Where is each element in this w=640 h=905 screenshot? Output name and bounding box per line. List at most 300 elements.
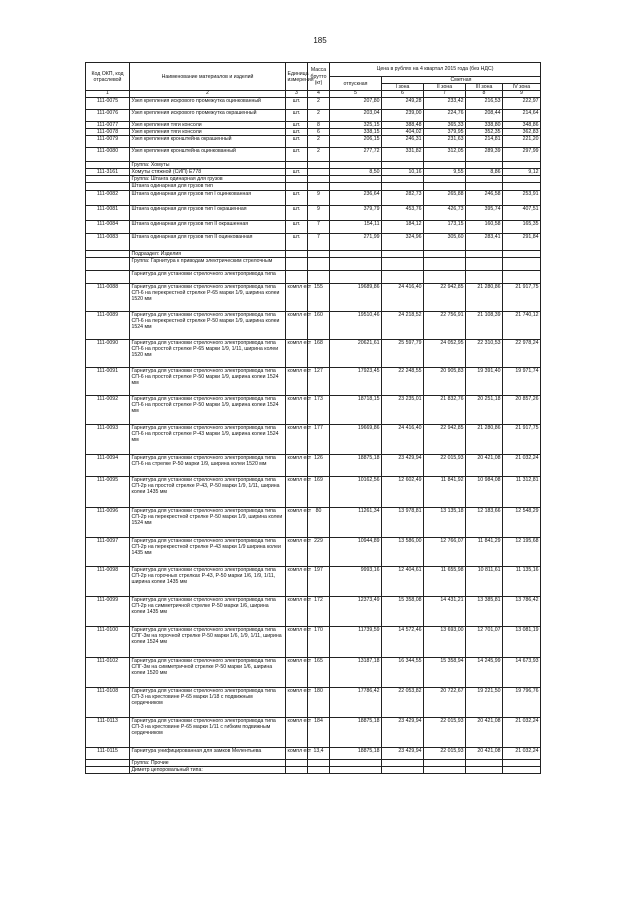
empty-cell xyxy=(382,162,424,169)
item-code: 111-0081 xyxy=(86,205,130,220)
zone-1-price: 388,48 xyxy=(382,121,424,128)
zone-3-price: 20 251,18 xyxy=(466,395,503,424)
release-price: 11261,34 xyxy=(330,507,382,537)
header-unit: Единица измерения xyxy=(286,63,308,91)
table-row xyxy=(86,339,541,367)
item-mass: 2 xyxy=(308,97,330,109)
zone-1-price: 15 358,08 xyxy=(382,596,424,626)
group-name: Гарнитура для установки стрелочного электропривода типа xyxy=(130,270,286,283)
zone-2-price: 9,55 xyxy=(424,169,466,176)
release-price: 207,80 xyxy=(330,97,382,109)
item-code: 111-0090 xyxy=(86,339,130,367)
zone-1-price: 23 235,01 xyxy=(382,395,424,424)
table-row xyxy=(86,220,541,233)
table-row xyxy=(86,626,541,657)
item-name: Гарнитура для установки стрелочного электропривода типа СП-6 на перекрестной стрелке Р-50 марки 1/9, ширина колеи 1524 мм xyxy=(130,311,286,339)
group-name: Группа: Гарнитура к приводам электрическим стрелочным xyxy=(130,257,286,270)
item-unit: шт. xyxy=(286,169,308,176)
zone-1-price: 324,96 xyxy=(382,233,424,250)
item-mass: 8 xyxy=(308,121,330,128)
zone-3-price: 289,39 xyxy=(466,148,503,162)
zone-3-price: 19 221,50 xyxy=(466,687,503,717)
item-mass: 7 xyxy=(308,220,330,233)
item-code: 111-0088 xyxy=(86,283,130,311)
release-price: 236,64 xyxy=(330,190,382,205)
table-row xyxy=(86,109,541,121)
zone-1-price: 13 586,00 xyxy=(382,537,424,566)
item-unit: шт. xyxy=(286,220,308,233)
zone-4-price: 13 081,19 xyxy=(503,626,541,657)
item-mass: 169 xyxy=(308,476,330,507)
group-row xyxy=(86,176,541,183)
table-row xyxy=(86,121,541,128)
page-number: 185 xyxy=(313,36,327,45)
item-code: 111-0095 xyxy=(86,476,130,507)
item-mass: 13,4 xyxy=(308,747,330,759)
empty-cell xyxy=(382,257,424,270)
empty-cell xyxy=(466,766,503,773)
item-mass: 9 xyxy=(308,205,330,220)
zone-3-price: 22 310,53 xyxy=(466,339,503,367)
table-row xyxy=(86,395,541,424)
item-name: Гарнитура для установки стрелочного электропривода типа СП-6 на простой стрелке Р-50 марки 1/9, ширина колеи 1524 мм xyxy=(130,367,286,395)
empty-cell xyxy=(286,766,308,773)
item-mass: 80 xyxy=(308,507,330,537)
item-name: Гарнитура для установки стрелочного электропривода типа СП-2р на перекрестной стрелке Р-43 марки 1/9 ширина колеи 1435 мм xyxy=(130,537,286,566)
item-name: Гарнитура для установки стрелочного электропривода типа СП-6 на простой стрелке Р-65 марки 1/9, 1/11, ширина колеи 1520 мм xyxy=(130,339,286,367)
release-price: 20621,61 xyxy=(330,339,382,367)
empty-cell xyxy=(86,250,130,257)
empty-cell xyxy=(382,766,424,773)
empty-cell xyxy=(503,183,541,190)
zone-2-price: 231,63 xyxy=(424,136,466,148)
zone-4-price: 19 796,76 xyxy=(503,687,541,717)
header-zone-1: I зона xyxy=(382,84,424,91)
zone-3-price: 352,35 xyxy=(466,129,503,136)
empty-cell xyxy=(424,162,466,169)
item-code: 111-0113 xyxy=(86,717,130,747)
empty-cell xyxy=(503,162,541,169)
zone-1-price: 10,16 xyxy=(382,169,424,176)
item-unit: компл ект xyxy=(286,537,308,566)
zone-2-price: 365,33 xyxy=(424,121,466,128)
zone-3-price: 160,58 xyxy=(466,220,503,233)
item-unit: компл ект xyxy=(286,596,308,626)
column-number: 1 xyxy=(86,91,130,98)
item-mass: 2 xyxy=(308,148,330,162)
release-price: 154,11 xyxy=(330,220,382,233)
item-code: 111-0079 xyxy=(86,136,130,148)
zone-1-price: 453,76 xyxy=(382,205,424,220)
empty-cell xyxy=(308,257,330,270)
zone-2-price: 22 942,85 xyxy=(424,283,466,311)
price-table xyxy=(85,62,541,774)
zone-1-price: 24 416,40 xyxy=(382,283,424,311)
group-name: Диметр цепоровальный типа: xyxy=(130,766,286,773)
empty-cell xyxy=(286,176,308,183)
column-number: 7 xyxy=(424,91,466,98)
empty-cell xyxy=(86,162,130,169)
item-code: 111-0077 xyxy=(86,121,130,128)
empty-cell xyxy=(286,759,308,766)
item-unit: компл ект xyxy=(286,283,308,311)
table-row xyxy=(86,424,541,454)
empty-cell xyxy=(308,270,330,283)
item-unit: шт. xyxy=(286,129,308,136)
zone-1-price: 239,00 xyxy=(382,109,424,121)
item-code: 111-0108 xyxy=(86,687,130,717)
zone-3-price: 8,86 xyxy=(466,169,503,176)
zone-1-price: 282,73 xyxy=(382,190,424,205)
zone-1-price: 23 429,94 xyxy=(382,454,424,476)
zone-1-price: 22 248,55 xyxy=(382,367,424,395)
release-price: 203,04 xyxy=(330,109,382,121)
zone-3-price: 20 421,08 xyxy=(466,717,503,747)
empty-cell xyxy=(503,250,541,257)
item-unit: компл ект xyxy=(286,747,308,759)
empty-cell xyxy=(424,183,466,190)
zone-1-price: 22 053,82 xyxy=(382,687,424,717)
item-mass: 9 xyxy=(308,190,330,205)
release-price: 10162,56 xyxy=(330,476,382,507)
table-row xyxy=(86,657,541,687)
item-unit: компл ект xyxy=(286,566,308,596)
item-mass: 197 xyxy=(308,566,330,596)
item-code: 111-0094 xyxy=(86,454,130,476)
empty-cell xyxy=(86,257,130,270)
item-unit: шт. xyxy=(286,190,308,205)
zone-2-price: 173,15 xyxy=(424,220,466,233)
empty-cell xyxy=(503,176,541,183)
release-price: 19510,46 xyxy=(330,311,382,339)
zone-3-price: 21 108,39 xyxy=(466,311,503,339)
table-row xyxy=(86,596,541,626)
column-number: 8 xyxy=(466,91,503,98)
table-row xyxy=(86,537,541,566)
item-code: 111-0102 xyxy=(86,657,130,687)
item-mass: 127 xyxy=(308,367,330,395)
item-mass: 126 xyxy=(308,454,330,476)
zone-4-price: 362,83 xyxy=(503,129,541,136)
zone-3-price: 338,80 xyxy=(466,121,503,128)
item-mass: 173 xyxy=(308,395,330,424)
zone-3-price: 14 245,99 xyxy=(466,657,503,687)
zone-2-price: 12 766,07 xyxy=(424,537,466,566)
zone-4-price: 21 032,24 xyxy=(503,454,541,476)
empty-cell xyxy=(424,257,466,270)
empty-cell xyxy=(424,250,466,257)
item-unit: шт. xyxy=(286,136,308,148)
item-mass: 6 xyxy=(308,129,330,136)
zone-2-price: 13 135,18 xyxy=(424,507,466,537)
item-name: Гарнитура для установки стрелочного электропривода типа СП-6 на простой стрелке Р-50 марки 1/9, ширина колеи 1524 мм xyxy=(130,395,286,424)
item-unit: шт. xyxy=(286,205,308,220)
empty-cell xyxy=(424,766,466,773)
item-name: Гарнитура для установки стрелочного электропривода типа СП-6 на стрелке Р-50 марки 1/9, ширина колеи 1520 мм xyxy=(130,454,286,476)
header-code: Код ОКП, код отраслевой xyxy=(86,63,130,91)
item-unit: компл ект xyxy=(286,626,308,657)
item-code: 111-0076 xyxy=(86,109,130,121)
zone-4-price: 14 673,93 xyxy=(503,657,541,687)
empty-cell xyxy=(86,270,130,283)
zone-1-price: 25 597,79 xyxy=(382,339,424,367)
zone-1-price: 246,31 xyxy=(382,136,424,148)
group-row xyxy=(86,250,541,257)
group-name: Группа: Прочие xyxy=(130,759,286,766)
empty-cell xyxy=(382,176,424,183)
zone-4-price: 222,97 xyxy=(503,97,541,109)
table-body xyxy=(86,97,541,773)
item-code: 111-0098 xyxy=(86,566,130,596)
group-name: Группа: Хомуты xyxy=(130,162,286,169)
release-price: 9993,16 xyxy=(330,566,382,596)
item-mass xyxy=(308,169,330,176)
zone-4-price: 21 740,12 xyxy=(503,311,541,339)
column-number: 3 xyxy=(286,91,308,98)
zone-3-price: 20 421,08 xyxy=(466,454,503,476)
release-price: 17923,45 xyxy=(330,367,382,395)
item-mass: 2 xyxy=(308,109,330,121)
zone-2-price: 233,42 xyxy=(424,97,466,109)
group-name: Подраздел: Изделия xyxy=(130,250,286,257)
release-price: 19689,86 xyxy=(330,283,382,311)
zone-1-price: 23 429,94 xyxy=(382,717,424,747)
empty-cell xyxy=(330,183,382,190)
empty-cell xyxy=(330,162,382,169)
release-price: 10944,89 xyxy=(330,537,382,566)
item-mass: 165 xyxy=(308,657,330,687)
table-row xyxy=(86,747,541,759)
item-code: 111-0115 xyxy=(86,747,130,759)
table-row xyxy=(86,233,541,250)
empty-cell xyxy=(503,257,541,270)
zone-1-price: 12 404,61 xyxy=(382,566,424,596)
empty-cell xyxy=(382,250,424,257)
zone-1-price: 24 416,40 xyxy=(382,424,424,454)
empty-cell xyxy=(330,270,382,283)
empty-cell xyxy=(503,270,541,283)
item-name: Узел крепления тяги консоли xyxy=(130,129,286,136)
group-row xyxy=(86,270,541,283)
release-price: 13187,18 xyxy=(330,657,382,687)
item-unit: компл ект xyxy=(286,507,308,537)
zone-3-price: 21 280,86 xyxy=(466,424,503,454)
item-name: Узел крепления кронштейна оцинкованный xyxy=(130,148,286,162)
item-mass: 184 xyxy=(308,717,330,747)
empty-cell xyxy=(308,766,330,773)
item-name: Узел крепления тяги консоли xyxy=(130,121,286,128)
empty-cell xyxy=(330,250,382,257)
item-mass: 177 xyxy=(308,424,330,454)
zone-2-price: 15 358,94 xyxy=(424,657,466,687)
item-unit: компл ект xyxy=(286,339,308,367)
empty-cell xyxy=(382,183,424,190)
release-price: 379,79 xyxy=(330,205,382,220)
column-number-row xyxy=(86,91,541,98)
item-name: Гарнитура для установки стрелочного электропривода типа СП-2р на перекрестной стрелке Р-50 марки 1/9, ширина колеи 1524 мм xyxy=(130,507,286,537)
release-price: 19669,86 xyxy=(330,424,382,454)
zone-2-price: 305,60 xyxy=(424,233,466,250)
zone-3-price: 21 280,86 xyxy=(466,283,503,311)
item-name: Гарнитура для установки стрелочного электропривода типа СПГ-3м на горочной стрелке Р-50 марки 1/6, 1/9, 1/11, ширина колеи 1524 мм xyxy=(130,626,286,657)
item-name: Штанга одинарная для грузов тип II оцинкованная xyxy=(130,233,286,250)
table-row xyxy=(86,169,541,176)
item-code: 111-0096 xyxy=(86,507,130,537)
table-row xyxy=(86,311,541,339)
empty-cell xyxy=(308,176,330,183)
item-code: 111-0091 xyxy=(86,367,130,395)
header-name: Наименование материалов и изделий xyxy=(130,63,286,91)
zone-3-price: 216,53 xyxy=(466,97,503,109)
zone-4-price: 407,51 xyxy=(503,205,541,220)
release-price: 338,15 xyxy=(330,129,382,136)
zone-4-price: 21 917,75 xyxy=(503,283,541,311)
release-price: 12373,49 xyxy=(330,596,382,626)
item-name: Гарнитура для установки стрелочного электропривода типа СП-3 на крестовине Р-65 марки 1/18 с подвижным сердечником xyxy=(130,687,286,717)
empty-cell xyxy=(308,183,330,190)
zone-3-price: 208,44 xyxy=(466,109,503,121)
release-price: 325,15 xyxy=(330,121,382,128)
item-name: Узел крепления искрового промежутка оцинкованный xyxy=(130,97,286,109)
item-code: 111-3161 xyxy=(86,169,130,176)
group-row xyxy=(86,162,541,169)
empty-cell xyxy=(86,766,130,773)
zone-4-price: 12 548,29 xyxy=(503,507,541,537)
zone-4-price: 21 032,24 xyxy=(503,717,541,747)
zone-4-price: 11 135,16 xyxy=(503,566,541,596)
table-row xyxy=(86,507,541,537)
item-code: 111-0099 xyxy=(86,596,130,626)
zone-1-price: 331,82 xyxy=(382,148,424,162)
empty-cell xyxy=(424,759,466,766)
release-price: 277,72 xyxy=(330,148,382,162)
zone-3-price: 11 841,29 xyxy=(466,537,503,566)
item-name: Узел крепления искрового промежутка окрашенный xyxy=(130,109,286,121)
zone-2-price: 22 942,85 xyxy=(424,424,466,454)
table-row xyxy=(86,283,541,311)
group-row xyxy=(86,759,541,766)
item-name: Узел крепления кронштейна окрашенный xyxy=(130,136,286,148)
item-unit: шт. xyxy=(286,97,308,109)
header-zone-3: III зона xyxy=(466,84,503,91)
zone-4-price: 9,12 xyxy=(503,169,541,176)
item-mass: 180 xyxy=(308,687,330,717)
empty-cell xyxy=(424,270,466,283)
zone-2-price: 379,95 xyxy=(424,129,466,136)
empty-cell xyxy=(330,759,382,766)
zone-3-price: 19 391,40 xyxy=(466,367,503,395)
zone-3-price: 10 984,08 xyxy=(466,476,503,507)
release-price: 8,50 xyxy=(330,169,382,176)
group-row xyxy=(86,183,541,190)
zone-2-price: 22 015,93 xyxy=(424,717,466,747)
item-unit: компл ект xyxy=(286,657,308,687)
table-row xyxy=(86,454,541,476)
item-name: Гарнитура для установки стрелочного электропривода типа СП-2р на горочных стрелках Р-43, Р-50 марки 1/6, 1/9, 1/11, ширина колеи 1435 мм xyxy=(130,566,286,596)
zone-4-price: 22 978,24 xyxy=(503,339,541,367)
release-price: 271,99 xyxy=(330,233,382,250)
zone-2-price: 11 841,92 xyxy=(424,476,466,507)
item-unit: шт. xyxy=(286,121,308,128)
zone-4-price: 19 971,74 xyxy=(503,367,541,395)
table-row xyxy=(86,687,541,717)
zone-4-price: 348,86 xyxy=(503,121,541,128)
zone-1-price: 24 218,52 xyxy=(382,311,424,339)
item-code: 111-0075 xyxy=(86,97,130,109)
empty-cell xyxy=(466,176,503,183)
item-mass: 172 xyxy=(308,596,330,626)
empty-cell xyxy=(86,759,130,766)
zone-3-price: 12 701,07 xyxy=(466,626,503,657)
empty-cell xyxy=(466,270,503,283)
empty-cell xyxy=(286,183,308,190)
item-mass: 2 xyxy=(308,136,330,148)
empty-cell xyxy=(466,183,503,190)
table-row xyxy=(86,129,541,136)
column-number: 9 xyxy=(503,91,541,98)
empty-cell xyxy=(466,162,503,169)
header-zone-4: IV зона xyxy=(503,84,541,91)
column-number: 5 xyxy=(330,91,382,98)
release-price: 18718,15 xyxy=(330,395,382,424)
zone-1-price: 184,12 xyxy=(382,220,424,233)
item-mass: 7 xyxy=(308,233,330,250)
empty-cell xyxy=(382,270,424,283)
item-mass: 155 xyxy=(308,283,330,311)
zone-2-price: 22 015,93 xyxy=(424,454,466,476)
item-name: Штанга одинарная для грузов тип II окрашенная xyxy=(130,220,286,233)
group-name: Штанга одинарная для грузов тип xyxy=(130,183,286,190)
item-name: Гарнитура унифицированная для замков Мелентьева xyxy=(130,747,286,759)
zone-2-price: 21 832,76 xyxy=(424,395,466,424)
zone-1-price: 13 978,81 xyxy=(382,507,424,537)
empty-cell xyxy=(286,250,308,257)
zone-3-price: 10 811,61 xyxy=(466,566,503,596)
item-name: Гарнитура для установки стрелочного электропривода типа СП-2р на симметричной стрелке Р-50 марки 1/6, ширина колеи 1435 мм xyxy=(130,596,286,626)
table-row xyxy=(86,136,541,148)
item-code: 111-0080 xyxy=(86,148,130,162)
zone-3-price: 214,81 xyxy=(466,136,503,148)
zone-3-price: 13 385,81 xyxy=(466,596,503,626)
item-name: Гарнитура для установки стрелочного электропривода типа СП-3 на крестовине Р-65 марки 1/11 с гибким подвижным сердечником xyxy=(130,717,286,747)
item-unit: компл ект xyxy=(286,476,308,507)
zone-1-price: 16 344,55 xyxy=(382,657,424,687)
item-name: Гарнитура для установки стрелочного электропривода типа СП-2р на простой стрелке Р-43, Р-50 марки 1/9, 1/11, ширина колеи 1435 мм xyxy=(130,476,286,507)
zone-4-price: 297,99 xyxy=(503,148,541,162)
empty-cell xyxy=(308,250,330,257)
item-unit: компл ект xyxy=(286,687,308,717)
item-code: 111-0084 xyxy=(86,220,130,233)
item-unit: шт. xyxy=(286,109,308,121)
release-price: 206,15 xyxy=(330,136,382,148)
zone-2-price: 20 722,67 xyxy=(424,687,466,717)
empty-cell xyxy=(503,766,541,773)
zone-1-price: 23 429,94 xyxy=(382,747,424,759)
table-row xyxy=(86,367,541,395)
item-code: 111-0100 xyxy=(86,626,130,657)
zone-2-price: 14 431,21 xyxy=(424,596,466,626)
item-code: 111-0089 xyxy=(86,311,130,339)
item-name: Хомуты стяжной (СИП) Е778 xyxy=(130,169,286,176)
zone-4-price: 214,64 xyxy=(503,109,541,121)
zone-4-price: 21 917,75 xyxy=(503,424,541,454)
zone-1-price: 404,02 xyxy=(382,129,424,136)
zone-4-price: 13 786,42 xyxy=(503,596,541,626)
zone-1-price: 12 602,49 xyxy=(382,476,424,507)
empty-cell xyxy=(330,257,382,270)
release-price: 17786,42 xyxy=(330,687,382,717)
table-row xyxy=(86,476,541,507)
